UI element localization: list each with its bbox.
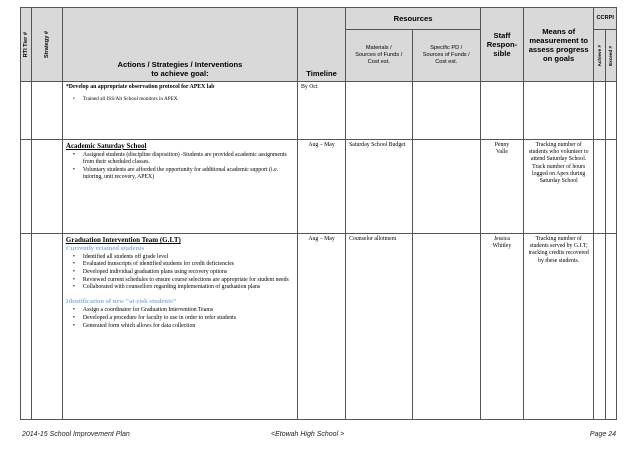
action-cell [62,234,297,420]
row-subtitle: Identification of new “at-risk students” [65,298,177,306]
materials-cell: Counselor allotment [346,234,412,420]
timeline-cell: Aug – May [298,140,346,234]
strategy-header: Strategy # [32,8,63,82]
bullet-list [66,307,294,330]
row-title: *Develop an appropriate observation protocol for APEX lab [65,84,215,90]
action-cell [62,140,297,234]
bullet-list [66,152,294,181]
list-item: • Voluntary students are afforded the opportunity for additional academic support (i.e. tutoring, unit recovery, APEX) [66,167,294,181]
rti-tier-cell [21,82,32,140]
rti-tier-header: RTI Tier # [21,8,32,82]
rti-tier-cell [21,234,32,420]
strategy-cell [32,82,63,140]
staff-cell [480,82,523,140]
list-item: • Identified all students off grade level [66,254,294,261]
materials-cell [346,82,412,140]
specific-pd-header: Specific PD / Sources of Funds / Cost est. [412,30,480,82]
list-item: • Developed a procedure for faculty to use in order to refer students [66,315,294,322]
staff-cell: Penny Valle [480,140,523,234]
rti-tier-cell [21,140,32,234]
achieve-cell [594,140,605,234]
exceed-cell [605,82,616,140]
table-row [21,140,617,234]
materials-cell: Saturday School Budget [346,140,412,234]
means-cell: Tracking number of students who volunteer to attend Saturday School. Track number of hours logged on Apex during Saturday School [523,140,594,234]
list-item: • Trained all ISS/Alt School monitors in APEX [66,96,294,103]
row-title: Graduation Intervention Team (G.I.T) [65,236,181,244]
staff-header: Staff Respon- sible [480,8,523,82]
strategy-cell [32,234,63,420]
actions-header: Actions / Strategies / Interventions to achieve goal: [62,8,297,82]
list-item: • Assigned students (discipline disposition) -Students are provided academic assignments from their scheduled classes. [66,152,294,166]
achieve-cell [594,234,605,420]
row-subtitle: Currently retained students [65,244,145,252]
timeline-cell: By Oct [298,82,346,140]
table-row [21,234,617,420]
action-cell [62,82,297,140]
list-item: • Collaborated with counsellors regarding implementation of graduation plans [66,284,294,291]
means-header: Means of measurement to assess progress on goals [523,8,594,82]
ccrpi-header: CCRPI [594,8,617,30]
strategy-cell [32,140,63,234]
row-title: Academic Saturday School [65,142,147,150]
strategies-table [20,7,617,420]
means-cell: Tracking number of students served by G.I.T; tracking credits recovered by these students. [523,234,594,420]
footer-school-name: <Etowah High School > [271,431,345,438]
resources-header: Resources [346,8,481,30]
timeline-cell: Aug – May [298,234,346,420]
materials-header: Materials / Sources of Funds / Cost est. [346,30,412,82]
list-item: • Evaluated transcripts of identified students for credit deficiencies [66,261,294,268]
staff-cell: Jessica Whitley [480,234,523,420]
exceed-cell [605,234,616,420]
bullet-list [66,254,294,292]
bullet-list [66,96,294,103]
exceed-cell [605,140,616,234]
list-item: • Developed individual graduation plans using recovery options [66,269,294,276]
footer-plan-title: 2014-15 School Improvement Plan [22,431,130,438]
list-item: • Assign a coordinator for Graduation Intervention Teams [66,307,294,314]
footer-page-number: Page 24 [589,431,616,438]
specific-pd-cell [412,140,480,234]
achieve-header: Achieve # [594,30,605,82]
achieve-cell [594,82,605,140]
specific-pd-cell [412,234,480,420]
table-row [21,82,617,140]
means-cell [523,82,594,140]
list-item: • Generated form which allows for data collection [66,323,294,330]
list-item: • Reviewed current schedules to ensure course selections are appropriate for student needs [66,277,294,284]
specific-pd-cell [412,82,480,140]
timeline-header: Timeline [298,8,346,82]
exceed-header: Exceed # [605,30,616,82]
